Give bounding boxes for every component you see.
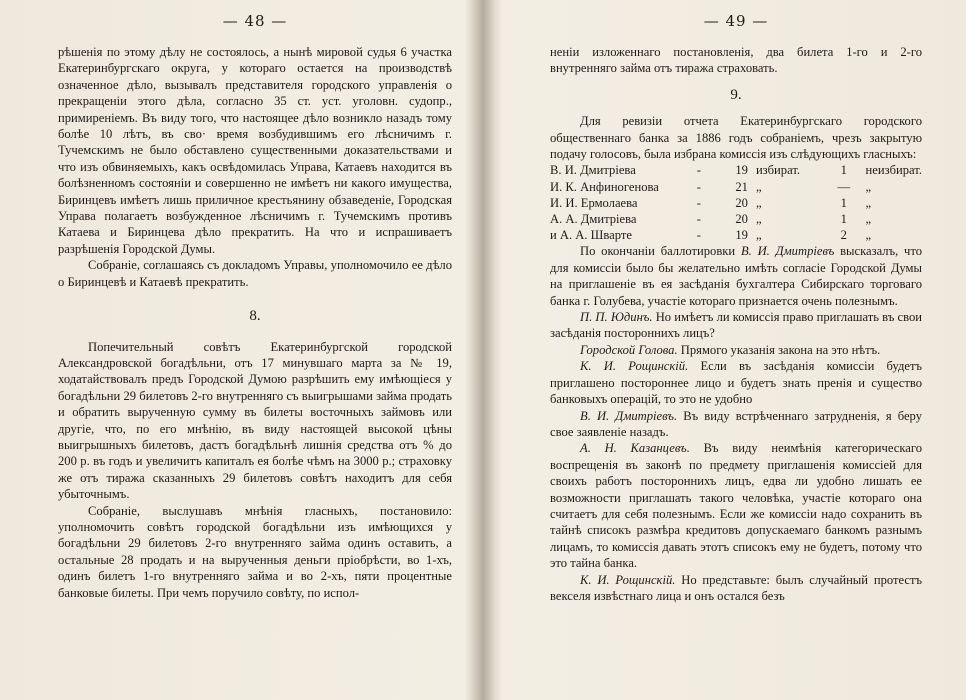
vote-for-count: 19: [735, 163, 748, 178]
left-paragraph-2: Собраніе, соглашаясь съ докладомъ Управы, уполномочило ее дѣло о Биринцевѣ и Катаевѣ прекратить.: [58, 258, 452, 289]
vote-dash: -: [696, 228, 701, 243]
speech-text: Если въ засѣданія комиссіи будетъ приглашено постороннее лицо и будетъ знать пренія и существо банковыхъ операцій, то это не удобно: [550, 359, 923, 407]
vote-results-table: [550, 162, 922, 243]
speaker-name: П. П. Юдинъ.: [580, 310, 653, 325]
vote-dash: -: [696, 163, 701, 178]
vote-for-label: „: [755, 179, 762, 194]
speech-text: Но представьте: былъ случайный протестъ векселя извѣстнаго лица и онъ остался безъ: [550, 572, 923, 603]
vote-dash: -: [696, 212, 701, 227]
section-number-8: 8.: [249, 308, 261, 325]
vote-against-count: 1: [840, 163, 847, 178]
speaker-name: В. И. Дмитріевъ: [740, 244, 835, 259]
vote-row: [550, 195, 922, 211]
speech-text: Прямого указанія закона на это нѣтъ.: [677, 342, 881, 357]
speech-3: [550, 358, 922, 407]
right-paragraph-2: Для ревизіи отчета Екатеринбургскаго городского общественнаго банка за 1886 годъ собраніемъ, чрезъ закрытую подачу голосовъ, была избрана комиссія изъ слѣдующихъ гласныхъ:: [550, 114, 922, 162]
vote-row: [550, 162, 922, 178]
section-number-9: 9.: [730, 86, 742, 103]
vote-for-label: „: [755, 228, 762, 243]
vote-for-label: избират.: [755, 163, 801, 178]
speech-text: Но имѣетъ ли комиссія право приглашать въ свои засѣданія постороннихъ лицъ?: [550, 310, 922, 341]
left-paragraph-1: рѣшенія по этому дѣлу не состоялось, а нынѣ мировой судья 6 участка Екатеринбургскаго округа, у котораго остается на производствѣ означенное дѣло, вызывалъ представителя городского управленія о прекращеніи этого дѣла, согласно 35 ст. уст. уголовн. судопр., примиреніемъ. Въ виду того, что настоящее дѣло возникло назадъ тому болѣе 10 лѣтъ, въ сво· время возбудившимъ его лѣсничимъ г. Тучемскимъ не было обставлено существенными доказательствами и что изъ обвиняемыхъ, какъ освѣдомилась Управа, Катаевъ находится въ болѣзненномъ состояніи и совершенно не имѣетъ ни какого имущества, Биринцевъ имѣетъ лишь приличное крестьянину обзаведеніе, Городская Управа полагаетъ возбужденное лѣсничимъ г. Тучемскимъ противъ Катаева и Биринцева дѣло прекратить. На что и испрашиваетъ разрѣшенія Городской Думы.: [58, 45, 452, 256]
speaker-name: Городской Голова.: [580, 342, 678, 357]
vote-name: И. И. Ермолаева: [550, 195, 638, 210]
vote-dash: -: [696, 195, 701, 210]
speech-2: [550, 342, 922, 358]
vote-dash: -: [696, 179, 701, 194]
vote-against-count: 2: [840, 228, 847, 243]
vote-for-count: 19: [735, 228, 748, 243]
vote-for-count: 20: [735, 212, 748, 227]
page-number-left: — 48 —: [222, 12, 288, 30]
vote-name: и А. А. Шварте: [550, 228, 632, 243]
vote-against-label: „: [865, 195, 872, 210]
vote-against-count: 1: [840, 195, 847, 210]
vote-against-label: „: [865, 212, 872, 227]
page-number-right: — 49 —: [703, 12, 769, 30]
speech-1: [550, 309, 922, 342]
paragraph-lead: По окончаніи баллотировки: [580, 244, 741, 259]
vote-against-label: „: [865, 179, 872, 194]
vote-against-label: неизбират.: [865, 163, 922, 178]
vote-name: А. А. Дмитріева: [550, 212, 637, 227]
vote-against-count: —: [837, 179, 851, 194]
vote-name: В. И. Дмитріева: [550, 163, 636, 178]
speaker-name: А. Н. Казанцевъ.: [580, 441, 690, 456]
left-paragraph-4: Собраніе, выслушавъ мнѣнія гласныхъ, постановило: уполномочить совѣтъ городской богадѣльни изъ имѣющихся у богадѣльни 29 билетовъ 2-го внутренняго займа одинъ оставить, а остальные 28 продать и на вырученныя деньги пріобрѣсти, во 1-хъ, одинъ билетъ 1-го внутренняго займа и во 2-хъ, пяти процентные банковые билеты. При чемъ поручило совѣту, по испол-: [58, 503, 452, 600]
left-page: [0, 0, 480, 700]
vote-row: [550, 179, 922, 195]
left-paragraph-3: Попечительный совѣтъ Екатеринбургской городской Александровской богадѣльни, отъ 17 минувшаго марта за № 19, ходатайствовалъ предъ Городской Думою разрѣшить ему имѣющіеся у богадѣльни 29 билетовъ 2-го внутренняго съ выигрышами займа продать и обратить вырученную сумму въ билеты восточныхъ займовъ или другіе, что, по его мнѣнію, въ виду настоящей высокой цѣны выигрышныхъ билетовъ, дастъ богадѣльнѣ лишнія средства отъ % до 200 р. въ годъ и увеличитъ капиталъ ея болѣе чѣмъ на 3000 р.; страховку же отъ тиража сказанныхъ 29 билетовъ совѣтъ находитъ для себя убыточнымъ.: [58, 339, 452, 502]
right-paragraph-1: неніи изложеннаго постановленія, два билета 1-го и 2-го внутренняго займа отъ тиража страховать.: [550, 45, 922, 76]
vote-row: [550, 227, 922, 243]
vote-row: [550, 211, 922, 227]
vote-for-count: 20: [735, 195, 748, 210]
vote-for-label: „: [755, 195, 762, 210]
paragraph-body: высказалъ, что для комиссіи было бы желательно имѣть согласіе Городской Думы на приглашеніе въ ея засѣданія бухгалтера Сибирскаго торговаго банка г. Голубева, участіе котораго признается очень полезнымъ.: [550, 244, 922, 308]
vote-name: И. К. Анфиногенова: [550, 179, 659, 194]
vote-for-count: 21: [735, 179, 748, 194]
right-paragraph-3: [550, 243, 922, 309]
vote-for-label: „: [755, 212, 762, 227]
speaker-name: К. И. Рощинскій.: [580, 572, 676, 587]
speech-5: [550, 440, 922, 571]
speech-text: Въ виду встрѣченнаго затрудненія, я беру свое заявленіе назадъ.: [550, 408, 922, 439]
speech-text: Въ виду неимѣнія категорическаго воспрещенія въ законѣ по предмету приглашенія комиссіей для своихъ работъ постороннихъ лицъ, едва ли удобно лишать ее возможности приглашать такого человѣка, участіе котораго она считаетъ для себя полезнымъ. Если же комиссіи надо сохранить въ тайнѣ списокъ размѣра кредитовъ допускаемаго банкомъ разнымъ лицамъ, то комиссія давать этотъ списокъ ему не будетъ, потому что это тайна банка.: [550, 441, 922, 571]
speech-6: [550, 572, 922, 605]
right-page: [486, 0, 966, 700]
vote-against-label: „: [865, 228, 872, 243]
speaker-name: К. И. Рощинскій.: [580, 359, 689, 374]
left-page-text: [58, 44, 452, 601]
speech-4: [550, 408, 922, 441]
speaker-name: В. И. Дмитріевъ.: [580, 408, 678, 423]
right-page-text: [550, 44, 922, 604]
vote-against-count: 1: [840, 212, 847, 227]
